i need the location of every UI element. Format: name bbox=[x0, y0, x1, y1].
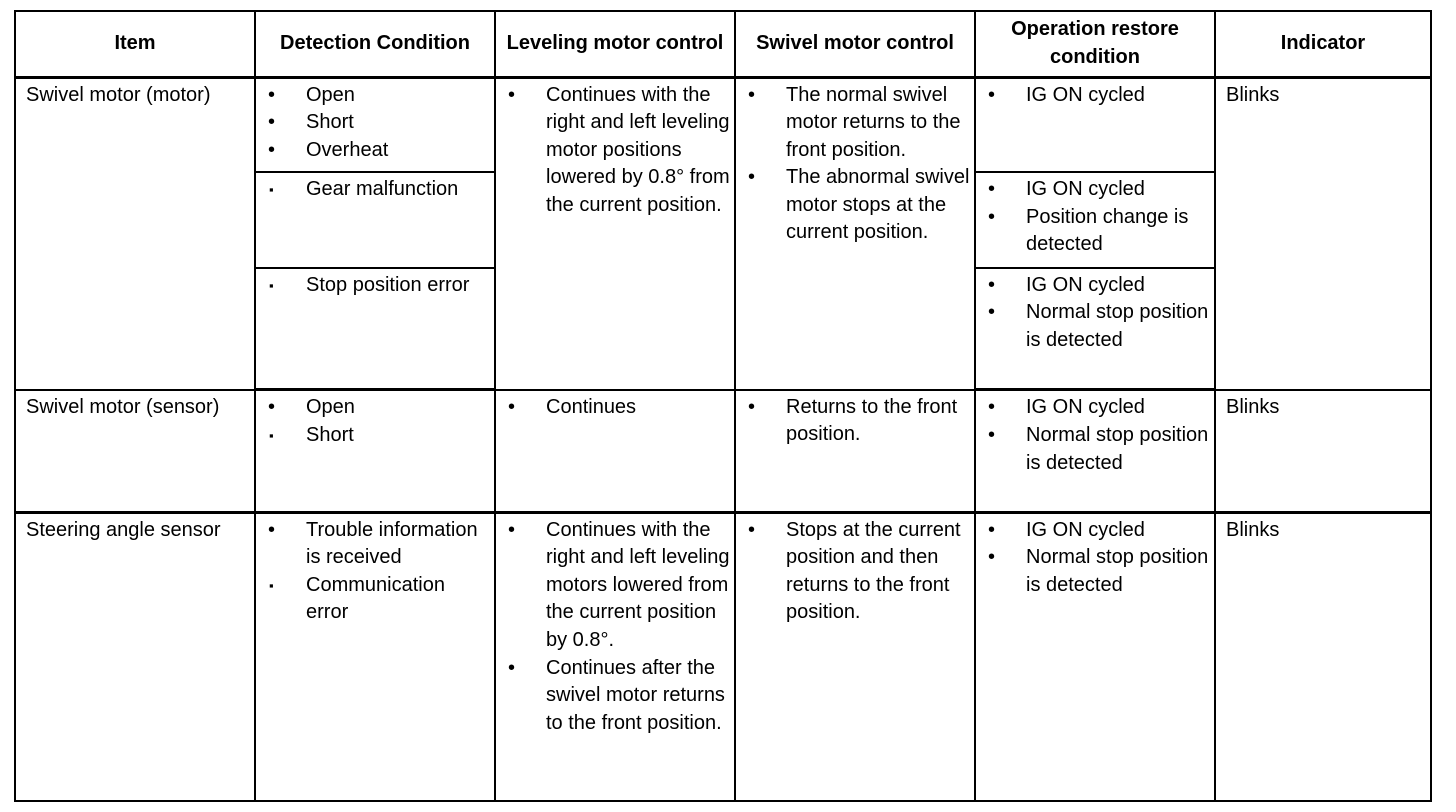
header-item: Item bbox=[15, 11, 255, 77]
swivel-cell bbox=[735, 390, 975, 512]
detection-cell bbox=[255, 512, 495, 801]
restore-cell bbox=[975, 172, 1215, 267]
list-item: • Stops at the current position and then returns to the front position. bbox=[746, 517, 970, 627]
list-item: • Open bbox=[266, 82, 490, 110]
header-swivel-motor-control: Swivel motor control bbox=[735, 11, 975, 77]
restore-cell bbox=[975, 268, 1215, 390]
list-item: • Position change is detected bbox=[986, 204, 1210, 259]
list-item: • The normal swivel motor returns to the front position. bbox=[746, 82, 970, 165]
header-indicator: Indicator bbox=[1215, 11, 1431, 77]
detection-cell bbox=[255, 390, 495, 512]
leveling-cell bbox=[495, 390, 735, 512]
list-item: • IG ON cycled bbox=[986, 394, 1210, 422]
swivel-cell bbox=[735, 77, 975, 390]
list-item: • The abnormal swivel motor stops at the current position. bbox=[746, 164, 970, 247]
list-item: • Open bbox=[266, 394, 490, 422]
leveling-cell bbox=[495, 512, 735, 801]
list-item: • Trouble information is received bbox=[266, 517, 490, 572]
header-row bbox=[15, 11, 1431, 77]
list-item: • Continues bbox=[506, 394, 730, 422]
list-item: • Normal stop position is detected bbox=[986, 422, 1210, 477]
table-row bbox=[15, 77, 1431, 172]
list-item: • Overheat bbox=[266, 137, 490, 165]
header-leveling-motor-control: Leveling motor control bbox=[495, 11, 735, 77]
specification-table bbox=[14, 10, 1432, 802]
list-item: • Short bbox=[266, 109, 490, 137]
restore-cell bbox=[975, 77, 1215, 172]
detection-cell bbox=[255, 268, 495, 390]
list-item: ▪ Short bbox=[266, 422, 490, 450]
table-row bbox=[15, 512, 1431, 801]
header-detection-condition: Detection Condition bbox=[255, 11, 495, 77]
list-item: • IG ON cycled bbox=[986, 517, 1210, 545]
indicator-cell: Blinks bbox=[1215, 512, 1431, 801]
table-row bbox=[15, 390, 1431, 512]
restore-cell bbox=[975, 390, 1215, 512]
detection-cell bbox=[255, 77, 495, 172]
indicator-cell: Blinks bbox=[1215, 77, 1431, 390]
list-item: • Returns to the front position. bbox=[746, 394, 970, 449]
indicator-cell: Blinks bbox=[1215, 390, 1431, 512]
list-item: • Continues with the right and left leveling motors lowered from the current position by 0.8°. bbox=[506, 517, 730, 655]
header-operation-restore-condition: Operation restore condition bbox=[975, 11, 1215, 77]
list-item: • Normal stop position is detected bbox=[986, 299, 1210, 354]
swivel-cell bbox=[735, 512, 975, 801]
list-item: • Normal stop position is detected bbox=[986, 544, 1210, 599]
list-item: • IG ON cycled bbox=[986, 272, 1210, 300]
leveling-cell bbox=[495, 77, 735, 390]
item-cell: Swivel motor (motor) bbox=[15, 77, 255, 390]
list-item: ▪ Stop position error bbox=[266, 272, 490, 300]
list-item: • Continues after the swivel motor returns to the front position. bbox=[506, 655, 730, 738]
list-item: • IG ON cycled bbox=[986, 82, 1210, 110]
list-item: • IG ON cycled bbox=[986, 176, 1210, 204]
restore-cell bbox=[975, 512, 1215, 801]
list-item: • Continues with the right and left leveling motor positions lowered by 0.8° from the current position. bbox=[506, 82, 730, 220]
detection-cell bbox=[255, 172, 495, 267]
list-item: ▪ Gear malfunction bbox=[266, 176, 490, 204]
item-cell: Steering angle sensor bbox=[15, 512, 255, 801]
item-cell: Swivel motor (sensor) bbox=[15, 390, 255, 512]
list-item: ▪ Communication error bbox=[266, 572, 490, 627]
